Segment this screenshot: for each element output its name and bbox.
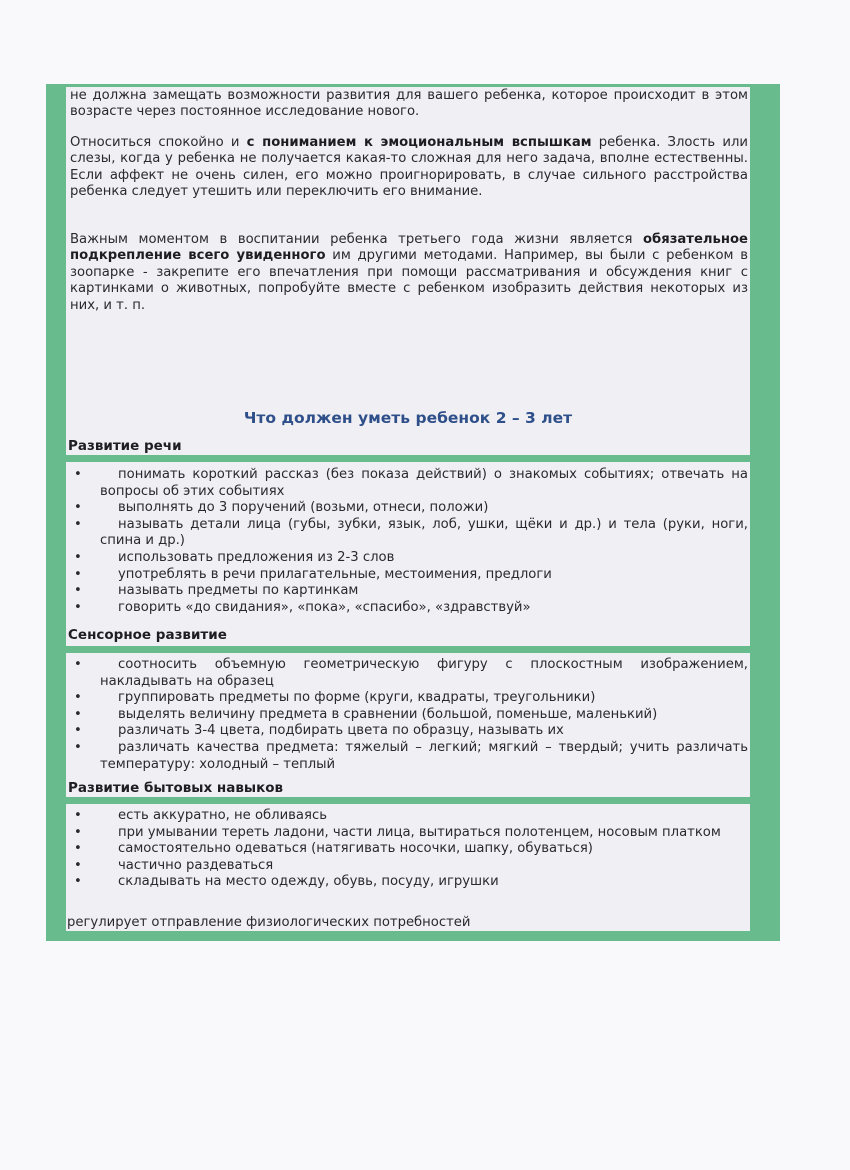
list-item [70, 707, 748, 724]
list-item-text: есть аккуратно, не обливаясь [118, 808, 327, 823]
list-item [70, 808, 748, 825]
list-item-text: самостоятельно одеваться (натягивать носочки, шапку, обуваться) [118, 841, 593, 857]
intro-paragraph-3 [70, 232, 748, 314]
bullet-icon: • [74, 516, 82, 532]
bullet-icon: • [74, 599, 82, 615]
bullet-icon: • [74, 467, 82, 482]
list-item [70, 583, 748, 600]
trailing-line: регулирует отправление физиологических потребностей [67, 915, 471, 930]
list-item-text: понимать короткий рассказ (без показа действий) о знакомых событиях; отвечать на вопросы об этих событиях [100, 467, 748, 499]
bullet-icon: • [74, 841, 82, 857]
list-item-text: говорить «до свидания», «пока», «спасибо», «здравствуй» [118, 599, 531, 615]
list-item-text: группировать предметы по форме (круги, квадраты, треугольники) [118, 690, 596, 706]
list-item [70, 657, 748, 690]
list-item-text: выделять величину предмета в сравнении (большой, поменьше, маленький) [118, 706, 658, 722]
list-item [70, 841, 748, 858]
intro-paragraph-2 [70, 135, 748, 201]
list-item [70, 567, 748, 584]
list-item-text: называть предметы по картинкам [118, 583, 359, 599]
list-item [70, 874, 748, 891]
list-item-text: соотносить объемную геометрическую фигуру с плоскостным изображением, накладывать на образец [100, 657, 748, 689]
list-item-text: частично раздеваться [118, 857, 274, 873]
list-item-text: использовать предложения из 2-3 слов [118, 549, 395, 565]
list-item [70, 825, 748, 842]
section-title-sensory: Сенсорное развитие [68, 627, 231, 643]
list-item [70, 690, 748, 707]
list-item [70, 517, 748, 550]
list-item [70, 500, 748, 517]
bullet-icon: • [74, 706, 82, 722]
intro-paragraph-2-emphasis: с пониманием к эмоциональным вспышкам [246, 135, 592, 150]
intro-paragraph-2-end: ребенка. Злость или слезы, когда у ребенка не получается какая-то сложная для него задача, вполне естественны. Если аффект не очень силен, его можно проигнорировать, в случае сильного расстройства ребенка следует утешить или переключить его внимание. [70, 135, 748, 200]
intro-paragraph-2-start: Относиться спокойно и [70, 135, 240, 150]
bullet-icon: • [74, 583, 82, 599]
intro-paragraph-1 [70, 88, 748, 121]
sensory-list [70, 657, 748, 773]
list-item-text: выполнять до 3 поручений (возьми, отнеси, положи) [118, 500, 489, 516]
list-item [70, 740, 748, 773]
bullet-icon: • [74, 566, 82, 582]
bullet-icon: • [74, 824, 82, 840]
intro-paragraph-1-text: не должна замещать возможности развития для вашего ребенка, которое происходит в этом возрасте через постоянное исследование нового. [70, 88, 748, 120]
list-item [70, 600, 748, 617]
list-item-text: при умывании тереть ладони, части лица, вытираться полотенцем, носовым платком [118, 824, 721, 840]
speech-list [70, 467, 748, 616]
bullet-icon: • [74, 723, 82, 739]
bullet-icon: • [74, 857, 82, 873]
main-heading: Что должен уметь ребенок 2 – 3 лет [243, 409, 573, 427]
list-item [70, 467, 748, 500]
bullet-icon: • [74, 874, 82, 890]
list-item [70, 858, 748, 875]
list-item-text: употреблять в речи прилагательные, местоимения, предлоги [118, 566, 552, 582]
intro-paragraph-3-start: Важным моментом в воспитании ребенка третьего года жизни является [70, 232, 633, 247]
list-item-text: различать качества предмета: тяжелый – легкий; мягкий – твердый; учить различать температуру: холодный – теплый [100, 739, 748, 772]
bullet-icon: • [74, 500, 82, 516]
bullet-icon: • [74, 739, 82, 755]
list-item-text: складывать на место одежду, обувь, посуду, игрушки [118, 874, 499, 890]
list-item-text: называть детали лица (губы, зубки, язык, лоб, ушки, щёки и др.) и тела (руки, ноги, спина и др.) [100, 516, 748, 549]
list-item [70, 550, 748, 567]
section-title-speech: Развитие речи [68, 438, 186, 454]
intro-paragraph-3-emphasis: обязательное подкрепление всего увиденного [70, 232, 748, 264]
bullet-icon: • [74, 808, 82, 823]
daily-skills-list [70, 808, 748, 891]
intro-paragraph-3-end: им другими методами. Например, вы были с ребенком в зоопарке - закрепите его впечатления при помощи рассматривания и обсуждения книг с картинками о животных, попробуйте вместе с ребенком изобразить действия некоторых из них, и т. п. [70, 248, 748, 313]
section-title-daily-skills: Развитие бытовых навыков [68, 780, 287, 796]
bullet-icon: • [74, 690, 82, 706]
list-item-text: различать 3-4 цвета, подбирать цвета по образцу, называть их [118, 723, 564, 739]
bullet-icon: • [74, 657, 82, 672]
bullet-icon: • [74, 549, 82, 565]
list-item [70, 723, 748, 740]
